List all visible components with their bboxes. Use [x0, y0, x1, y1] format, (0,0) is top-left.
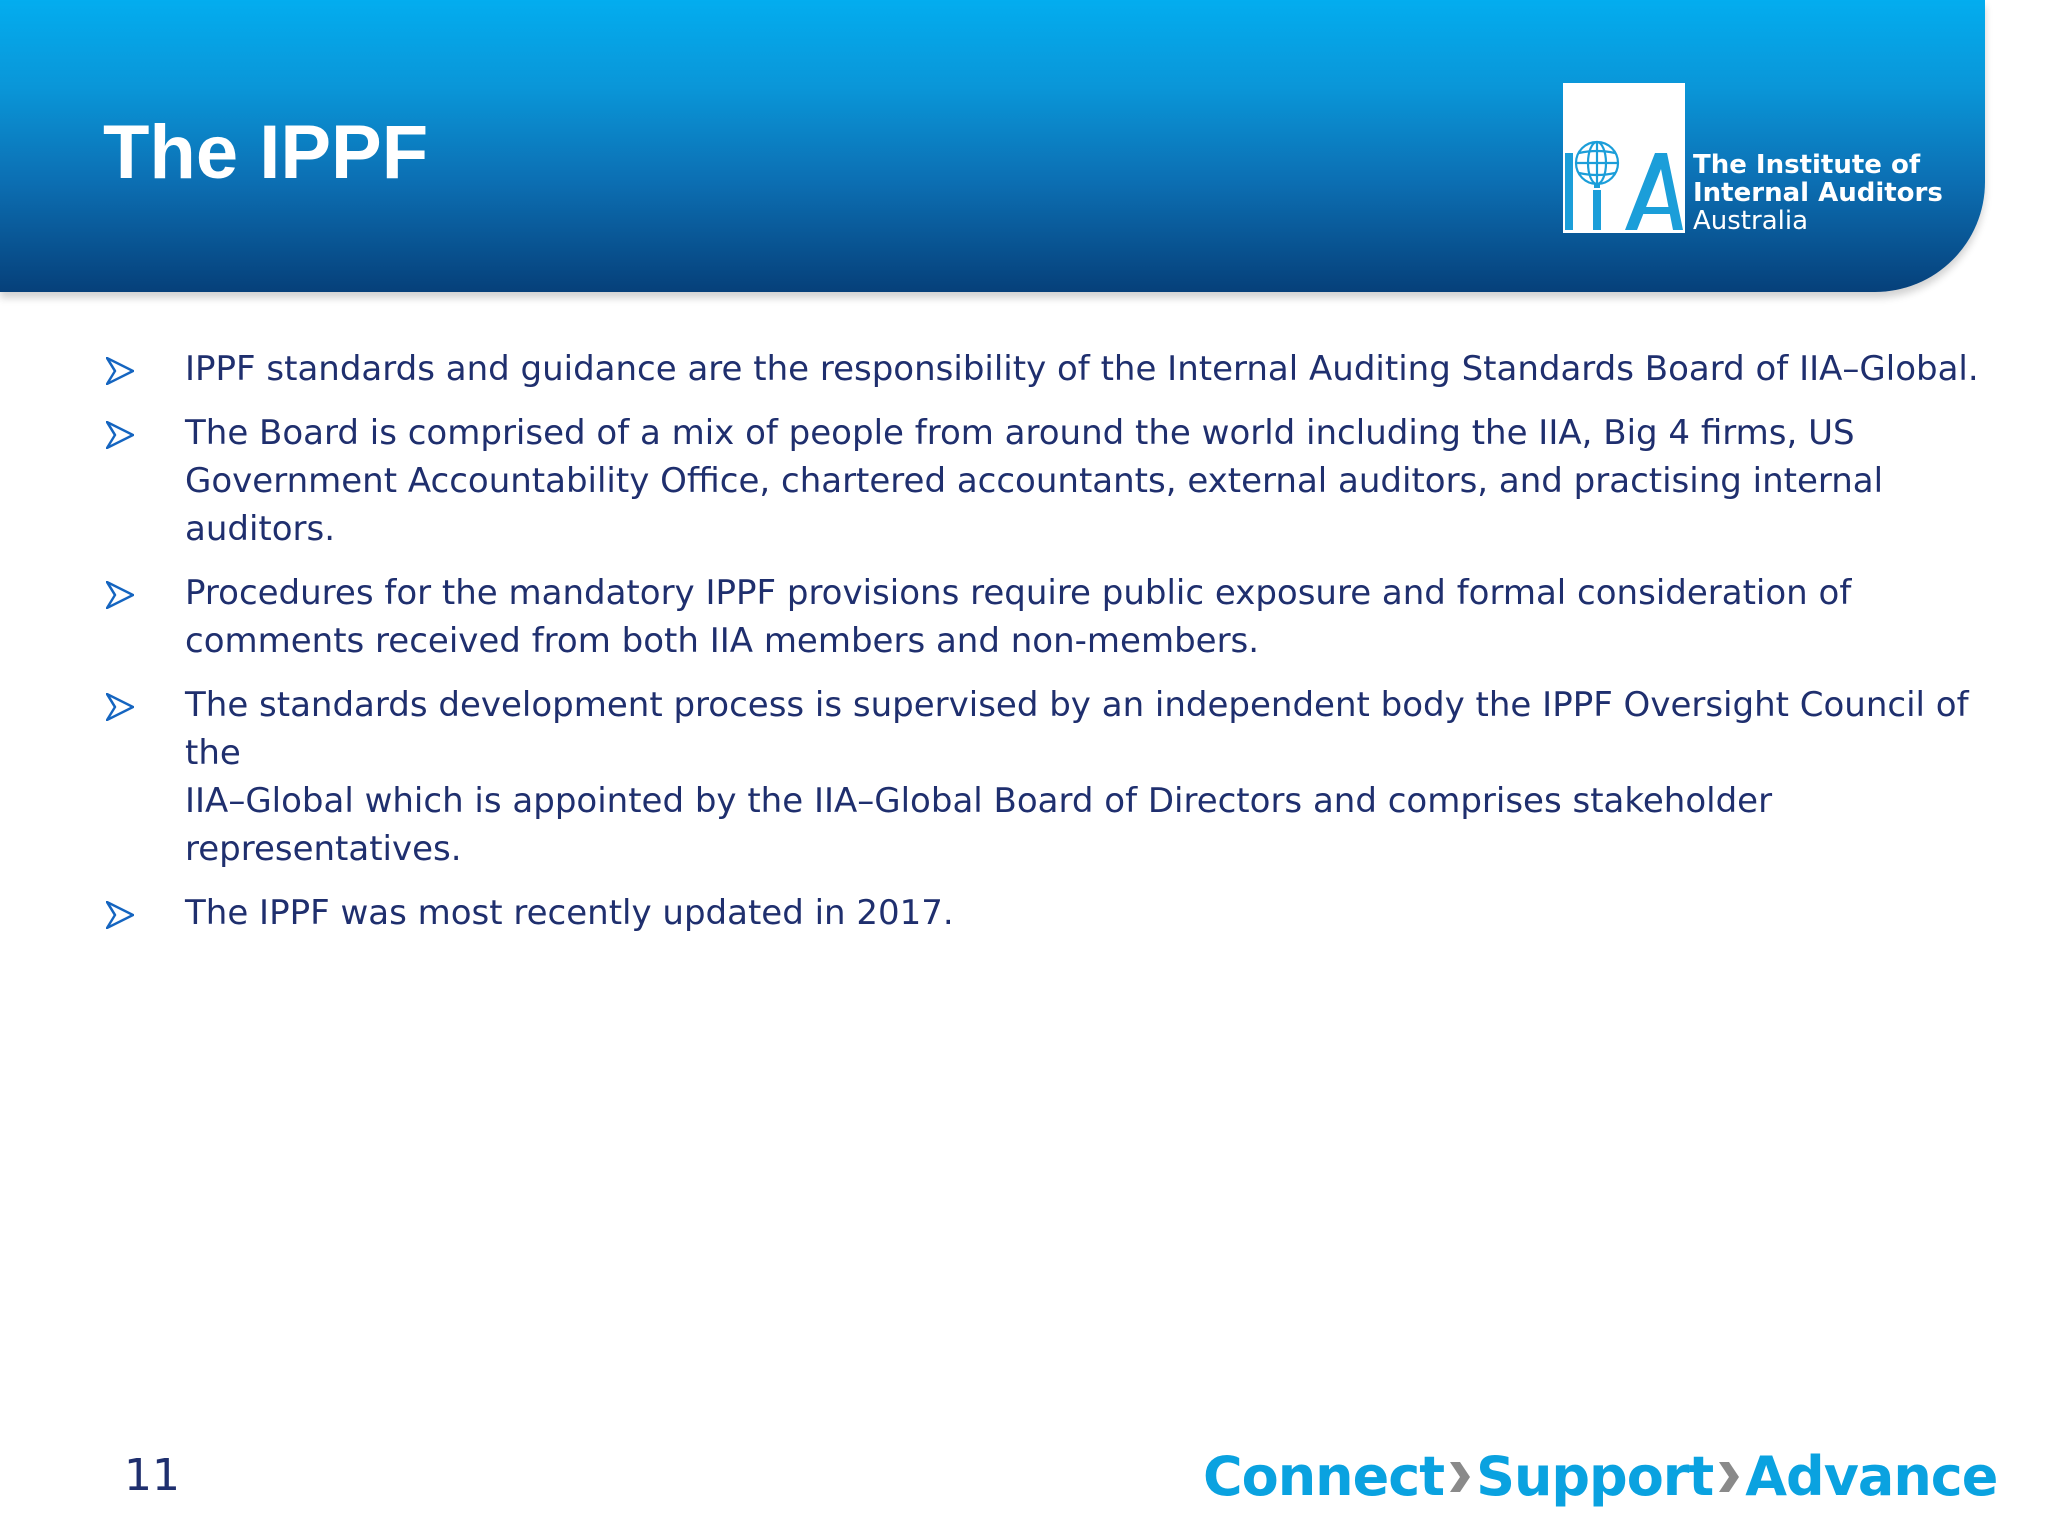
bullet-line: Government Accountability Office, chartered accountants, external auditors, and practising internal auditors.	[185, 461, 1884, 549]
tagline-advance: Advance	[1745, 1445, 1998, 1509]
arrowhead-bullet-icon	[106, 357, 134, 385]
bullet-item	[100, 889, 2000, 937]
bullet-line: The standards development process is supervised by an independent body the IPPF Oversight Council of the	[185, 685, 1969, 773]
bullet-item	[100, 345, 2000, 393]
arrowhead-bullet-icon	[106, 693, 134, 721]
bullet-item	[100, 681, 2000, 873]
bullet-list	[100, 345, 2000, 953]
bullet-line: The Board is comprised of a mix of people from around the world including the IIA, Big 4 firms, US	[185, 413, 1855, 453]
logo-line-2: Internal Auditors	[1693, 178, 1943, 208]
bullet-item	[100, 409, 2000, 553]
tagline-support: Support	[1476, 1445, 1714, 1509]
logo-text	[1693, 151, 1943, 235]
bullet-item	[100, 569, 2000, 665]
iia-globe-logo-icon	[1563, 83, 1685, 233]
bullet-line: IIA–Global which is appointed by the IIA–Global Board of Directors and comprises stakeholder	[185, 781, 1773, 821]
arrowhead-bullet-icon	[106, 581, 134, 609]
bullet-line: The IPPF was most recently updated in 2017.	[185, 893, 954, 933]
header-banner	[0, 0, 1985, 292]
tagline-connect: Connect	[1203, 1445, 1445, 1509]
arrowhead-bullet-icon	[106, 901, 134, 929]
logo-box	[1563, 83, 1685, 233]
tagline	[1203, 1434, 1997, 1514]
chevron-right-icon	[1717, 1460, 1741, 1494]
page-number: 11	[124, 1450, 180, 1501]
iia-logo	[1563, 83, 1943, 236]
logo-line-1: The Institute of	[1693, 150, 1921, 180]
chevron-right-icon	[1448, 1460, 1472, 1494]
bullet-line: representatives.	[185, 829, 462, 869]
bullet-line: IPPF standards and guidance are the responsibility of the Internal Auditing Standards Board of IIA–Global.	[185, 349, 1979, 389]
bullet-line: comments received from both IIA members and non-members.	[185, 621, 1260, 661]
bullet-line: Procedures for the mandatory IPPF provisions require public exposure and formal consideration of	[185, 573, 1852, 613]
page-title: The IPPF	[103, 110, 429, 195]
arrowhead-bullet-icon	[106, 421, 134, 449]
logo-line-3: Australia	[1693, 206, 1809, 236]
